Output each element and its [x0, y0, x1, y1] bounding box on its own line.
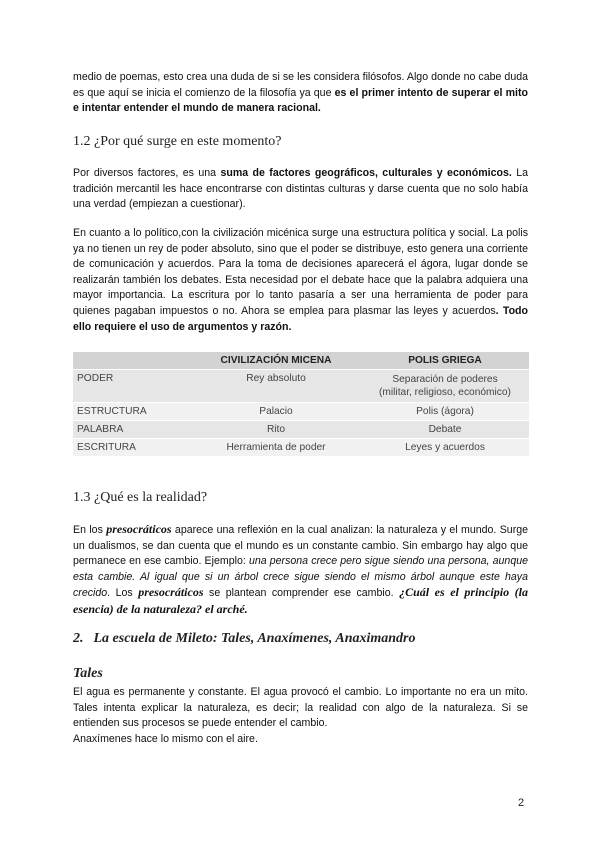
table-row: [73, 420, 529, 438]
term-presocraticos: presocráticos: [106, 522, 172, 536]
section-1-3-number: 1.3: [73, 490, 91, 505]
tales-text: El agua es permanente y constante. El agua provocó el cambio. Lo importante no era un mito. Tales intenta explicar la naturaleza, es decir; la realidad con algo de la naturaleza. Si se entienden sus procesos se puede entender el cambio.: [73, 686, 528, 730]
table-cell-line: Separación de poderes: [392, 374, 498, 385]
p1-text-b: La tradición mercantil les hace encontrarse con distintas culturas y darse cuenta que no solo había una verdad (empiezan a cuestionar).: [73, 167, 528, 211]
table-row: [73, 438, 529, 456]
section-1-3-title: ¿Qué es la realidad?: [94, 490, 208, 505]
table-cell: Polis (ágora): [416, 406, 474, 417]
intro-bold: es el primer intento de superar el mito e intentar entender el mundo de manera racional.: [73, 86, 529, 115]
example-text: una persona crece pero sigue siendo una persona, aunque esta cambie. Al igual que si un árbol crece sigue siendo el mismo árbol aunque este haya crecido: [73, 555, 528, 600]
table-cell-line: (militar, religioso, económico): [379, 387, 511, 398]
page-number: 2: [518, 797, 525, 809]
table-cell: Leyes y acuerdos: [405, 442, 485, 453]
table-cell: PALABRA: [77, 424, 124, 435]
section-1-3-heading: [73, 490, 207, 506]
table-header-cell: POLIS GRIEGA: [408, 355, 482, 366]
table-cell: Palacio: [259, 406, 293, 417]
section-2-heading: [73, 631, 416, 647]
table-cell: Debate: [428, 424, 462, 435]
section-1-3-paragraph: [73, 522, 528, 619]
arche-question: ¿Cuál es el principio (la esencia) de la naturaleza? el arché.: [73, 585, 528, 616]
p1-bold: suma de factores geográficos, culturales y económicos.: [220, 167, 512, 179]
section-1-2-paragraph-2: [73, 226, 528, 335]
anaximenes-text: Anaxímenes hace lo mismo con el aire.: [73, 733, 258, 745]
table-header-row: [73, 352, 529, 369]
tales-paragraph: [73, 685, 528, 732]
table-cell: ESTRUCTURA: [77, 406, 147, 417]
section-1-2-heading: [73, 134, 282, 150]
tales-heading: Tales: [73, 666, 103, 681]
table-cell: [361, 370, 529, 402]
section-1-2-title: ¿Por qué surge en este momento?: [94, 134, 282, 149]
intro-paragraph: [73, 70, 528, 117]
table-cell: Rey absoluto: [246, 373, 306, 384]
table-cell: Rito: [266, 424, 286, 435]
section-1-2-number: 1.2: [73, 134, 91, 149]
comparison-table: [73, 352, 529, 456]
p2-text: En cuanto a lo político,con la civilización micénica surge una estructura política y social. La polis ya no tienen un rey de poder absoluto, sino que el poder se distribuye, esto genera una corriente de comunicación y acuerdos. Para la toma de decisiones aparecerá el ágora, lugar donde se realizarán también los debates. Esta necesidad por el debate hace que la palabra adquiera una mayor importancia. La escritura por lo tanto pasaría a ser una herramienta de poder para quienes pagaban impuestos o no. Ahora se emplea para plasmar las leyes y acuerdos: [73, 227, 528, 317]
table-row: [73, 369, 529, 402]
intro-text: medio de poemas, esto crea una duda de si se les considera filósofos. Algo donde no cabe duda es que aquí se inicia el comienzo de la filosofía ya que: [73, 71, 528, 99]
section-2-number: 2.: [73, 631, 84, 646]
p3-text-d: se plantean comprender ese cambio.: [203, 587, 400, 600]
section-1-2-paragraph-1: [73, 166, 528, 213]
p3-text-c: . Los: [107, 587, 139, 600]
table-cell: ESCRITURA: [77, 442, 136, 453]
table-row: [73, 402, 529, 420]
table-header-cell: CIVILIZACIÓN MICENA: [220, 355, 332, 366]
p3-text-a: En los: [73, 524, 107, 536]
p3-text-b: aparece una reflexión en la cual analizan: la naturaleza y el mundo. Surge un dualismos, se dan cuenta que el mundo es un constante cambio. Sin embargo hay algo que permanece en ese cambio. Ejemplo:: [73, 524, 529, 568]
table-cell: Herramienta de poder: [226, 442, 326, 453]
table-cell: PODER: [77, 373, 114, 384]
p2-bold: . Todo ello requiere el uso de argumentos y razón.: [73, 304, 529, 333]
table-header-cell: [73, 352, 191, 369]
anaximenes-line: [73, 732, 528, 748]
term-presocraticos: presocráticos: [138, 585, 204, 600]
section-2-title: La escuela de Mileto: Tales, Anaxímenes, Anaximandro: [93, 631, 416, 646]
p1-text-a: Por diversos factores, es una: [73, 167, 221, 179]
